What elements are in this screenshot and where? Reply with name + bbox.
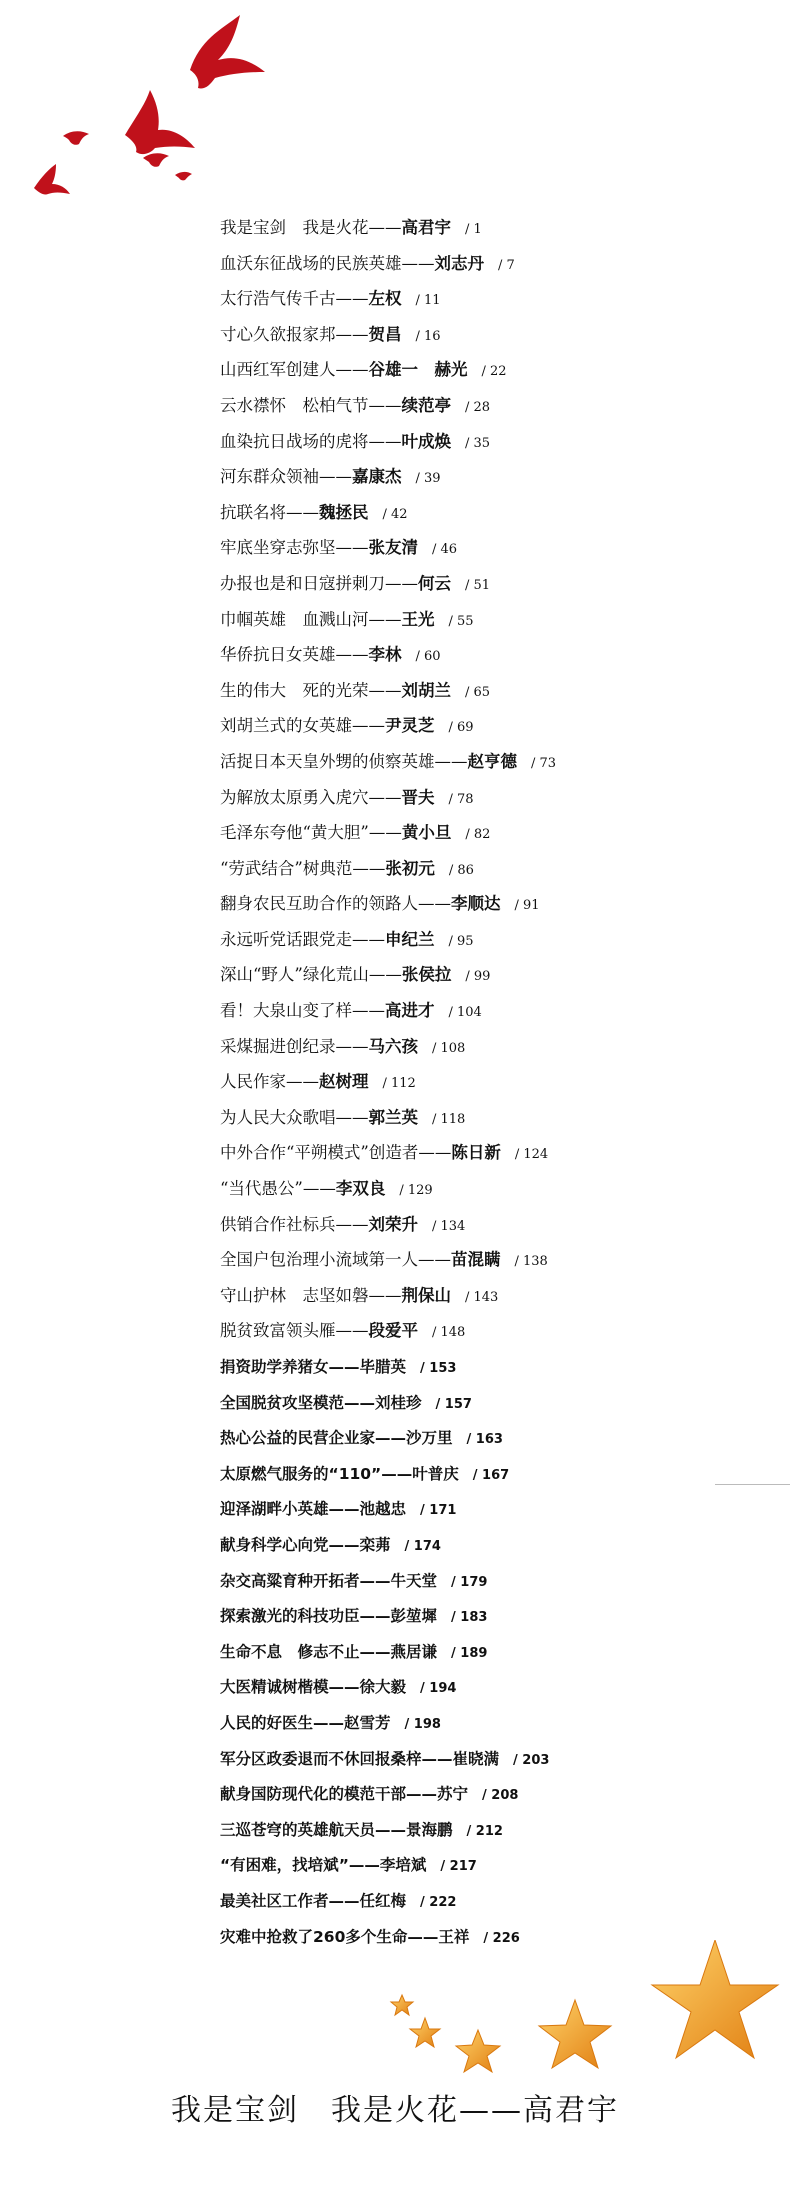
bird-icon: [125, 90, 195, 154]
toc-entry-title: 中外合作“平朔模式”创造者——: [220, 1143, 452, 1163]
toc-entry-title: 毛泽东夸他“黄大胆”——: [220, 823, 402, 843]
divider: [715, 1484, 790, 1485]
toc-entry-author: 晋夫: [401, 787, 435, 807]
toc-entry[interactable]: [220, 1034, 760, 1070]
toc-entry[interactable]: [220, 429, 760, 465]
toc-entry-author: 景海鹏: [406, 1820, 453, 1839]
toc-entry-author: 谷雄一 赫光: [368, 360, 468, 380]
toc-entry-author: 嘉康杰: [352, 467, 402, 487]
toc-entry[interactable]: [220, 286, 760, 322]
toc-entry-author: 赵树理: [319, 1072, 369, 1092]
toc-entry-page: / 22: [481, 364, 507, 380]
toc-entry-author: 苏宁: [437, 1785, 469, 1804]
toc-entry-page: / 95: [448, 933, 474, 949]
toc-entry-title: 杂交高粱育种开拓者——: [220, 1571, 391, 1590]
star-icon: [539, 2000, 611, 2068]
toc-entry-page: / 194: [420, 1681, 457, 1697]
toc-entry[interactable]: [220, 464, 760, 500]
toc-entry-author: 叶普庆: [412, 1464, 459, 1483]
toc-entry-page: / 183: [451, 1610, 488, 1626]
toc-entry[interactable]: [220, 1140, 760, 1176]
toc-entry-page: / 198: [404, 1716, 441, 1732]
toc-entry-page: / 203: [513, 1752, 550, 1768]
toc-entry-title: 抗联名将——: [220, 502, 319, 522]
toc-entry-page: / 179: [451, 1574, 488, 1590]
toc-entry[interactable]: [220, 749, 760, 785]
toc-entry-author: 池越忠: [359, 1500, 407, 1519]
bird-icon: [190, 15, 265, 88]
star-icon: [391, 1995, 413, 2015]
toc-entry-author: 陈日新: [451, 1143, 501, 1163]
toc-entry-title: 三巡苍穹的英雄航天员——: [220, 1820, 407, 1839]
toc-entry-author: 刘胡兰: [401, 680, 451, 700]
toc-entry[interactable]: [220, 927, 760, 963]
toc-entry-author: 叶成焕: [401, 431, 451, 451]
toc-entry-title: 为人民大众歌唱——: [220, 1107, 369, 1127]
toc-entry-page: / 118: [432, 1111, 466, 1127]
toc-entry-author: 黄小旦: [401, 823, 452, 843]
toc-entry-author: 王光: [401, 609, 435, 629]
toc-entry-page: / 217: [440, 1859, 477, 1875]
toc-entry-author: 荆保山: [401, 1285, 451, 1305]
chapter-title: 我是宝剑 我是火花——高君宇: [171, 2093, 619, 2128]
toc-entry-title: 迎泽湖畔小英雄——: [220, 1500, 360, 1519]
toc-entry-page: / 39: [415, 471, 441, 487]
toc-entry-title: 最美社区工作者——: [220, 1891, 360, 1910]
toc-entry[interactable]: [220, 1888, 760, 1924]
toc-entry-page: / 91: [514, 898, 540, 914]
toc-entry-title: 山西红军创建人——: [220, 360, 369, 380]
toc-entry-title: 热心公益的民营企业家——: [220, 1429, 407, 1448]
toc-entry-author: 段爱平: [368, 1321, 418, 1341]
toc-entry-page: / 148: [432, 1325, 466, 1341]
toc-entry[interactable]: [220, 1176, 760, 1212]
toc-entry-title: 河东群众领袖——: [220, 467, 352, 487]
toc-entry[interactable]: [220, 1568, 760, 1604]
toc-entry[interactable]: [220, 215, 760, 251]
toc-entry-title: 探索激光的科技功臣——: [220, 1607, 391, 1626]
toc-entry[interactable]: [220, 1283, 760, 1319]
toc-entry-author: 栾茀: [359, 1535, 391, 1554]
toc-entry-title: 华侨抗日女英雄——: [220, 645, 369, 665]
toc-entry-page: / 167: [472, 1467, 510, 1483]
toc-entry-author: 毕腊英: [359, 1358, 407, 1376]
toc-entry-author: 尹灵芝: [385, 716, 435, 736]
toc-entry[interactable]: [220, 1390, 760, 1426]
toc-entry[interactable]: [220, 1852, 760, 1888]
toc-entry[interactable]: [220, 1496, 760, 1532]
toc-entry[interactable]: [220, 1817, 760, 1853]
toc-entry-page: / 65: [465, 684, 491, 700]
toc-entry-page: / 104: [448, 1005, 482, 1021]
toc-entry-page: / 222: [420, 1894, 457, 1910]
toc-entry-page: / 99: [465, 969, 491, 985]
toc-entry-page: / 51: [465, 577, 491, 593]
toc-entry-author: 刘志丹: [434, 253, 484, 273]
toc-entry-title: 太行浩气传千古——: [220, 289, 369, 309]
toc-entry[interactable]: [220, 678, 760, 714]
toc-entry[interactable]: [220, 785, 760, 821]
toc-entry[interactable]: [220, 607, 760, 643]
toc-entry-page: / 138: [514, 1254, 548, 1270]
toc-entry-author: 徐大毅: [359, 1678, 407, 1697]
toc-entry-page: / 212: [466, 1823, 503, 1839]
toc-entry-page: / 28: [465, 399, 491, 415]
toc-entry-author: 马六孩: [368, 1036, 418, 1056]
toc-entry[interactable]: [220, 1639, 760, 1675]
star-icon: [652, 1940, 778, 2058]
toc-entry-title: 巾帼英雄 血溅山河——: [220, 609, 402, 629]
toc-entry[interactable]: [220, 820, 760, 856]
toc-entry-author: 李顺达: [451, 894, 501, 914]
toc-entry-author: 崔晓满: [452, 1749, 500, 1768]
toc-entry[interactable]: [220, 571, 760, 607]
toc-entry-page: / 108: [432, 1040, 466, 1056]
toc-entry-page: / 86: [448, 862, 474, 878]
toc-entry-author: 续范亭: [401, 395, 451, 415]
toc-entry-author: 王祥: [438, 1927, 470, 1946]
toc-entry-author: 刘荣升: [368, 1214, 418, 1234]
toc-entry[interactable]: [220, 1105, 760, 1141]
toc-entry-page: / 134: [432, 1218, 466, 1234]
toc-entry-page: / 129: [399, 1183, 433, 1199]
toc-entry-page: / 171: [420, 1503, 457, 1519]
toc-entry-title: “劳武结合”树典范——: [220, 858, 386, 878]
toc-entry[interactable]: [220, 535, 760, 571]
toc-entry[interactable]: [220, 642, 760, 678]
toc-entry-title: 血沃东征战场的民族英雄——: [220, 253, 435, 273]
toc-entry-author: 申纪兰: [385, 929, 435, 949]
toc-entry-page: / 73: [531, 755, 557, 771]
toc-entry-author: 赵雪芳: [344, 1713, 391, 1732]
toc-entry-author: 张友清: [368, 538, 418, 558]
toc-entry-title: 全国户包治理小流域第一人——: [220, 1250, 451, 1270]
toc-entry-page: / 60: [415, 649, 441, 665]
toc-entry-title: 寸心久欲报家邦——: [220, 324, 369, 344]
toc-entry-title: 献身科学心向党——: [220, 1535, 360, 1554]
toc-entry-page: / 7: [498, 257, 515, 273]
toc-entry-author: 沙万里: [406, 1429, 453, 1448]
toc-entry[interactable]: [220, 1781, 760, 1817]
toc-entry-page: / 82: [465, 827, 491, 843]
toc-entry-title: 供销合作社标兵——: [220, 1214, 369, 1234]
toc-entry-page: / 55: [448, 613, 474, 629]
toc-entry-title: 看！大泉山变了样——: [220, 1001, 385, 1021]
toc-entry-author: 郭兰英: [368, 1107, 418, 1127]
toc-entry-author: 牛天堂: [390, 1571, 438, 1590]
toc-entry-page: / 208: [482, 1788, 519, 1804]
toc-entry-title: 血染抗日战场的虎将——: [220, 431, 402, 451]
toc-entry[interactable]: [220, 713, 760, 749]
toc-entry-title: 牢底坐穿志弥坚——: [220, 538, 369, 558]
toc-entry[interactable]: [220, 962, 760, 998]
toc-entry[interactable]: [220, 1746, 760, 1782]
toc-entry-title: 云水襟怀 松柏气节——: [220, 395, 402, 415]
toc-entry-page: / 174: [404, 1538, 441, 1554]
toc-entry-page: / 226: [483, 1930, 520, 1946]
toc-entry[interactable]: [220, 322, 760, 358]
toc-entry[interactable]: [220, 500, 760, 536]
bird-icon: [34, 164, 70, 195]
toc-entry-page: / 163: [466, 1432, 503, 1448]
bird-icon: [175, 172, 192, 181]
toc-entry-author: 李培斌: [379, 1856, 427, 1875]
toc-entry-title: 人民的好医生——: [220, 1713, 345, 1732]
toc-entry[interactable]: [220, 998, 760, 1034]
toc-entry-author: 贺昌: [368, 324, 402, 344]
toc-entry[interactable]: [220, 1532, 760, 1568]
toc-entry-title: 深山“野人”绿化荒山——: [220, 965, 402, 985]
toc-entry-author: 张初元: [385, 858, 435, 878]
toc-entry[interactable]: [220, 1461, 760, 1497]
toc-entry-title: 生的伟大 死的光荣——: [220, 680, 402, 700]
toc-entry-page: / 16: [415, 328, 441, 344]
toc-entry-page: / 69: [448, 720, 474, 736]
bird-icon: [63, 131, 89, 145]
toc-entry-title: 太原燃气服务的“110”——: [220, 1464, 413, 1483]
toc-entry[interactable]: [220, 1247, 760, 1283]
toc-entry-author: 高君宇: [401, 218, 451, 237]
toc-entry-title: “有困难，找培斌”——: [220, 1856, 380, 1875]
star-icon: [456, 2030, 500, 2072]
toc-entry-author: 左权: [368, 289, 402, 309]
toc-entry-title: 活捉日本天皇外甥的侦察英雄——: [220, 751, 468, 771]
toc-entry-title: 守山护林 志坚如磐——: [220, 1285, 402, 1305]
toc-entry-page: / 189: [451, 1645, 488, 1661]
toc-entry-title: 我是宝剑 我是火花——: [220, 218, 402, 237]
toc-entry-title: 捐资助学养猪女——: [220, 1358, 360, 1376]
toc-entry[interactable]: [220, 1354, 760, 1390]
toc-entry-author: 燕居谦: [390, 1642, 438, 1661]
toc-entry[interactable]: [220, 251, 760, 287]
toc-entry-author: 赵亨德: [467, 751, 517, 771]
toc-entry-title: 献身国防现代化的模范干部——: [220, 1785, 438, 1804]
flying-birds-icon: [0, 0, 290, 200]
toc-entry-author: 彭堃墀: [390, 1607, 438, 1626]
toc-entry-page: / 143: [465, 1289, 499, 1305]
toc-entry[interactable]: [220, 393, 760, 429]
toc-entry-title: 脱贫致富领头雁——: [220, 1321, 369, 1341]
toc-entry-author: 李双良: [335, 1179, 386, 1199]
toc-entry-title: 为解放太原勇入虎穴——: [220, 787, 402, 807]
toc-entry-page: / 112: [382, 1076, 416, 1092]
toc-entry-title: 大医精诚树楷模——: [220, 1678, 360, 1697]
toc-entry-title: 军分区政委退而不休回报桑梓——: [220, 1749, 453, 1768]
toc-entry-author: 任红梅: [359, 1891, 407, 1910]
toc-entry[interactable]: [220, 1212, 760, 1248]
toc-entry-page: / 11: [415, 293, 441, 309]
toc-entry[interactable]: [220, 1425, 760, 1461]
bird-icon: [143, 153, 169, 167]
toc-entry-page: / 124: [514, 1147, 549, 1163]
toc-entry[interactable]: [220, 1318, 760, 1354]
toc-entry-title: 翻身农民互助合作的领路人——: [220, 894, 451, 914]
toc-entry-title: 灾难中抢救了260多个生命——: [220, 1927, 439, 1946]
toc-entry-author: 李林: [368, 645, 402, 665]
toc-entry-page: / 42: [382, 506, 408, 522]
toc-entry-title: 刘胡兰式的女英雄——: [220, 716, 385, 736]
toc-entry-title: 全国脱贫攻坚模范——: [220, 1393, 376, 1412]
toc-entry-page: / 157: [435, 1396, 472, 1412]
table-of-contents: [220, 215, 760, 1959]
toc-entry-author: 刘桂珍: [375, 1393, 422, 1412]
toc-entry-title: 永远听党话跟党走——: [220, 929, 385, 949]
toc-entry[interactable]: [220, 1674, 760, 1710]
toc-entry-author: 何云: [418, 573, 451, 593]
toc-entry-title: “当代愚公”——: [220, 1179, 336, 1199]
toc-entry-author: 高进才: [385, 1001, 435, 1021]
toc-entry-page: / 35: [465, 435, 491, 451]
toc-entry-author: 魏拯民: [319, 502, 369, 522]
toc-entry-title: 生命不息 修志不止——: [220, 1642, 391, 1661]
toc-entry[interactable]: [220, 1069, 760, 1105]
toc-entry-author: 张侯拉: [401, 965, 452, 985]
star-icon: [410, 2018, 440, 2047]
toc-entry[interactable]: [220, 1710, 760, 1746]
toc-entry[interactable]: [220, 891, 760, 927]
toc-entry[interactable]: [220, 856, 760, 892]
toc-entry[interactable]: [220, 357, 760, 393]
toc-entry-title: 人民作家——: [220, 1072, 319, 1092]
toc-entry-author: 苗混瞒: [451, 1250, 501, 1270]
toc-entry-title: 办报也是和日寇拼刺刀——: [220, 573, 418, 593]
toc-entry[interactable]: [220, 1603, 760, 1639]
toc-entry-page: / 1: [465, 222, 482, 237]
toc-entry-page: / 46: [432, 542, 458, 558]
toc-entry-page: / 78: [448, 791, 474, 807]
toc-entry-title: 采煤掘进创纪录——: [220, 1036, 369, 1056]
toc-entry-page: / 153: [420, 1361, 457, 1376]
